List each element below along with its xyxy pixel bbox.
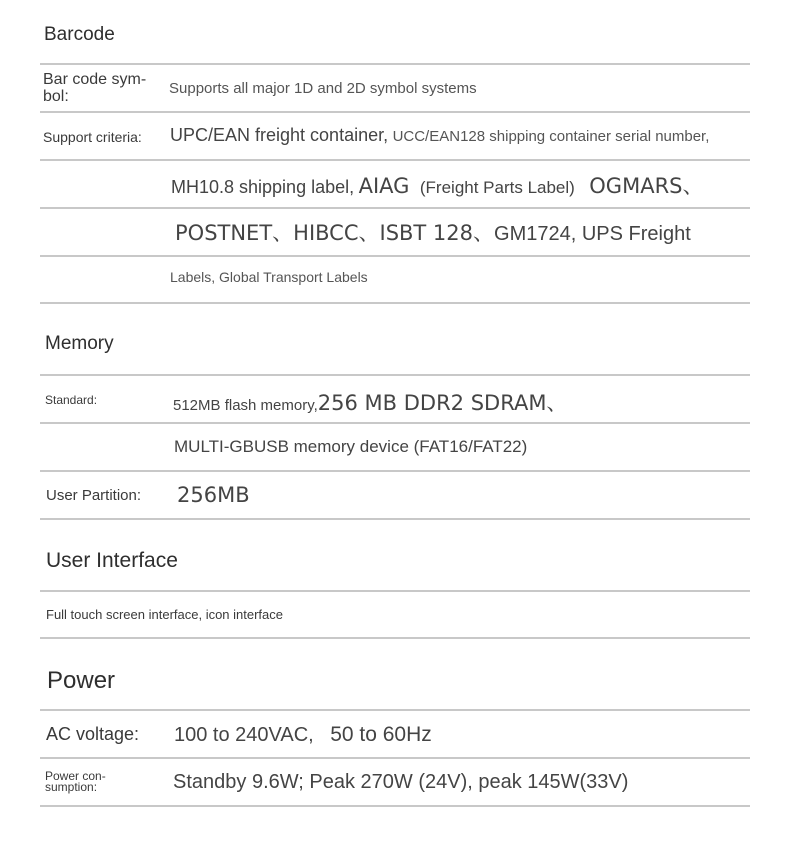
divider	[40, 422, 750, 424]
memory-heading: Memory	[45, 333, 114, 354]
user-interface-value: Full touch screen interface, icon interface	[46, 607, 284, 622]
divider	[40, 637, 750, 639]
power-consumption-value: Standby 9.6W; Peak 270W (24V), peak 145W(33V)	[173, 771, 629, 793]
user-partition-label: User Partition:	[46, 487, 142, 504]
divider	[40, 374, 750, 376]
user-interface-heading: User Interface	[46, 549, 178, 572]
power-heading: Power	[47, 667, 116, 694]
memory-standard-value-2: MULTI-GBUSB memory device (FAT16/FAT22)	[174, 437, 528, 456]
divider	[40, 709, 750, 711]
barcode-heading: Barcode	[44, 24, 115, 45]
user-partition-value: 256MB	[177, 483, 250, 507]
support-criteria-label: Support criteria:	[43, 129, 142, 145]
divider	[40, 207, 750, 209]
memory-standard-value: 512MB flash memory,256 MB DDR2 SDRAM、	[173, 391, 568, 415]
divider	[40, 805, 750, 807]
barcode-symbol-value: Supports all major 1D and 2D symbol systems	[169, 80, 477, 97]
power-consumption-label: Power con-sumption:	[45, 769, 106, 794]
divider	[40, 255, 750, 257]
divider	[40, 470, 750, 472]
support-criteria-line-2: MH10.8 shipping label, AIAG (Freight Parts Label) OGMARS、	[171, 174, 704, 198]
divider	[40, 63, 750, 65]
barcode-symbol-label: Bar code sym-bol:	[43, 71, 147, 105]
divider	[40, 159, 750, 161]
divider	[40, 590, 750, 592]
divider	[40, 111, 750, 113]
divider	[40, 518, 750, 520]
memory-standard-label: Standard:	[45, 393, 98, 407]
ac-voltage-label: AC voltage:	[46, 724, 140, 744]
support-criteria-line-4: Labels, Global Transport Labels	[170, 269, 368, 285]
ac-voltage-value: 100 to 240VAC, 50 to 60Hz	[174, 723, 432, 746]
support-criteria-line-3: POSTNET、HIBCC、ISBT 128、GM1724, UPS Freight	[175, 221, 691, 245]
divider	[40, 757, 750, 759]
support-criteria-line-1: UPC/EAN freight container, UCC/EAN128 shipping container serial number,	[170, 125, 710, 145]
divider	[40, 302, 750, 304]
